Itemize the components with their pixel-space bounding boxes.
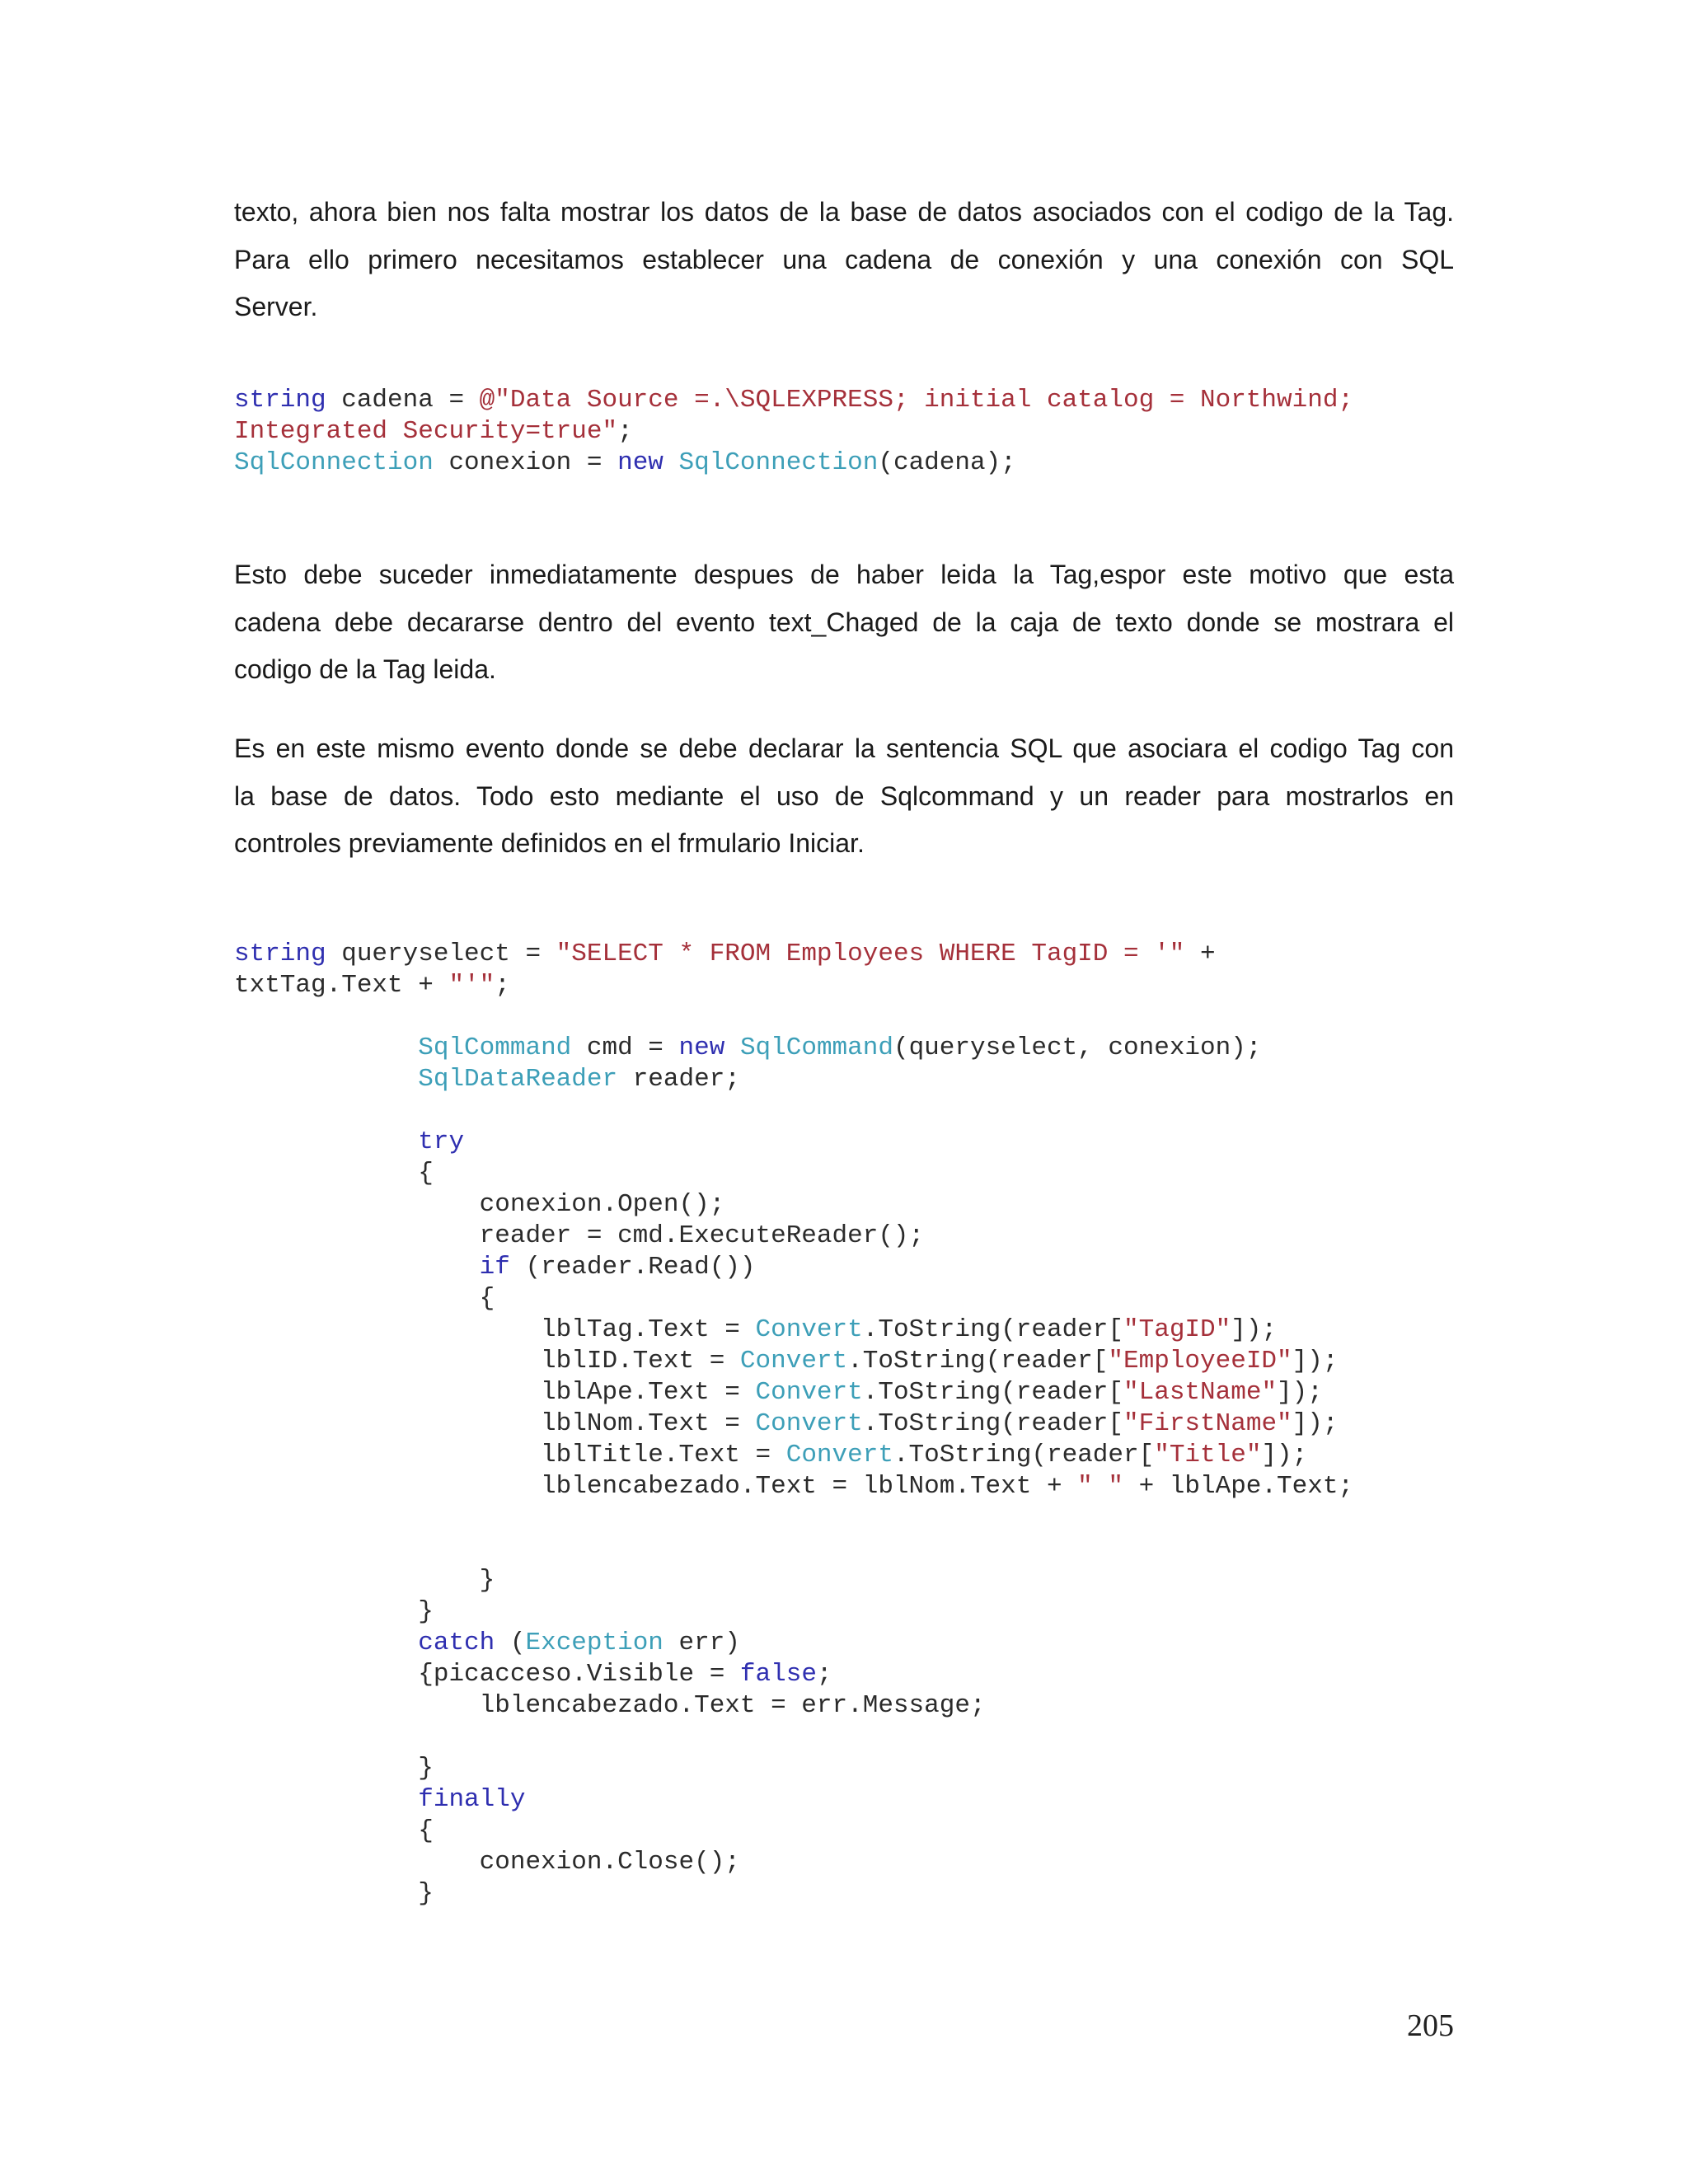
code-line: [234, 1221, 1353, 1252]
code-token: {: [234, 1159, 434, 1188]
code-token: lblID.Text =: [234, 1347, 740, 1376]
code-token: (: [495, 1629, 526, 1657]
code-line: [234, 1502, 1353, 1534]
code-line: [234, 1001, 1353, 1033]
paragraph-line: texto, ahora bien nos falta mostrar los datos de la base de datos asociados con el codigo de la Tag.: [234, 197, 1454, 227]
code-token: {picacceso.Visible =: [234, 1660, 740, 1689]
code-token: ]);: [1277, 1378, 1323, 1407]
code-line: [234, 1659, 1353, 1690]
code-token: " ": [1077, 1472, 1123, 1501]
code-token: }: [234, 1597, 434, 1626]
code-token: "FirstName": [1123, 1409, 1292, 1438]
code-token: new: [678, 1033, 725, 1062]
code-line: [234, 1471, 1353, 1502]
code-token: }: [234, 1566, 495, 1595]
code-token: conexion.Close();: [234, 1848, 740, 1877]
code-line: [234, 1816, 1353, 1847]
paragraph-line: controles previamente definidos en el frmulario Iniciar.: [234, 828, 865, 858]
code-token: (cadena);: [878, 448, 1016, 477]
code-token: [663, 448, 679, 477]
paragraph-2: [234, 551, 1454, 694]
paragraph-line: Es en este mismo evento donde se debe declarar la sentencia SQL que asociara el codigo Tag con: [234, 733, 1454, 763]
code-token: "TagID": [1123, 1315, 1231, 1344]
code-line: [234, 1283, 1353, 1315]
code-token: cadena =: [326, 386, 480, 415]
code-token: ;: [495, 971, 510, 1000]
code-token: }: [234, 1754, 434, 1783]
code-line: [234, 385, 1353, 416]
code-line: [234, 1377, 1353, 1408]
code-token: Exception: [525, 1629, 663, 1657]
code-token: .ToString(reader[: [847, 1347, 1109, 1376]
code-token: ]);: [1261, 1441, 1308, 1469]
code-token: ;: [816, 1660, 832, 1689]
code-token: "LastName": [1123, 1378, 1278, 1407]
code-token: + lblApe.Text;: [1123, 1472, 1354, 1501]
code-token: .ToString(reader[: [893, 1441, 1155, 1469]
code-token: err): [663, 1629, 740, 1657]
paragraph-line: codigo de la Tag leida.: [234, 654, 496, 684]
code-token: Convert: [755, 1409, 863, 1438]
code-token: }: [234, 1879, 434, 1908]
code-line: [234, 1189, 1353, 1221]
code-token: {: [234, 1284, 495, 1313]
code-token: catch: [418, 1629, 495, 1657]
code-token: lblNom.Text =: [234, 1409, 756, 1438]
code-token: [234, 1127, 418, 1156]
code-token: SqlDataReader: [418, 1065, 618, 1094]
code-line: [234, 1440, 1353, 1471]
paragraph-line: Server.: [234, 292, 318, 321]
page-number: 205: [1407, 2008, 1454, 2043]
code-line: [234, 1784, 1353, 1816]
code-line: [234, 1534, 1353, 1565]
code-token: ]);: [1292, 1409, 1339, 1438]
paragraph-line: Para ello primero necesitamos establecer una cadena de conexión y una conexión con SQL: [234, 244, 1454, 274]
code-line: [234, 970, 1353, 1001]
code-line: [234, 1690, 1353, 1722]
code-token: {: [234, 1816, 434, 1845]
code-token: [234, 1253, 480, 1282]
code-token: [234, 1033, 418, 1062]
code-token: [234, 1065, 418, 1094]
code-line: [234, 1095, 1353, 1127]
paragraph-line: Esto debe suceder inmediatamente despues de haber leida la Tag,espor este motivo que esta: [234, 560, 1454, 589]
code-line: [234, 1408, 1353, 1440]
code-token: ;: [617, 417, 633, 446]
paragraph-line: cadena debe decararse dentro del evento text_Chaged de la caja de texto donde se mostrara el: [234, 607, 1454, 637]
code-line: [234, 1064, 1353, 1095]
code-token: .ToString(reader[: [862, 1409, 1124, 1438]
code-token: reader;: [617, 1065, 740, 1094]
code-token: string: [234, 940, 326, 968]
code-line: [234, 1596, 1353, 1628]
code-token: (reader.Read()): [509, 1253, 756, 1282]
code-token: Integrated Security=true": [234, 417, 618, 446]
code-token: .ToString(reader[: [862, 1378, 1124, 1407]
code-token: ]);: [1231, 1315, 1278, 1344]
code-block-query: [234, 939, 1353, 1910]
code-token: [234, 1785, 418, 1814]
code-line: [234, 1722, 1353, 1753]
code-token: (queryselect, conexion);: [893, 1033, 1262, 1062]
code-token: lblTag.Text =: [234, 1315, 756, 1344]
code-token: [234, 1629, 418, 1657]
code-line: [234, 1753, 1353, 1784]
code-token: false: [739, 1660, 817, 1689]
paragraph-1: [234, 189, 1454, 331]
code-line: [234, 1878, 1353, 1910]
code-line: [234, 1346, 1353, 1377]
code-token: Convert: [755, 1378, 863, 1407]
code-token: "EmployeeID": [1108, 1347, 1292, 1376]
code-line: [234, 939, 1353, 970]
code-token: lblencabezado.Text = err.Message;: [234, 1691, 986, 1720]
code-token: lblTitle.Text =: [234, 1441, 786, 1469]
code-token: lblencabezado.Text = lblNom.Text +: [234, 1472, 1078, 1501]
code-token: string: [234, 386, 326, 415]
code-token: ]);: [1292, 1347, 1339, 1376]
code-line: [234, 1315, 1353, 1346]
code-token: conexion =: [433, 448, 618, 477]
code-token: [724, 1033, 740, 1062]
code-token: Convert: [755, 1315, 863, 1344]
code-block-connection: [234, 385, 1353, 479]
code-token: SqlCommand: [418, 1033, 572, 1062]
code-token: new: [617, 448, 663, 477]
code-token: Convert: [785, 1441, 893, 1469]
code-line: [234, 1033, 1353, 1064]
code-token: conexion.Open();: [234, 1190, 725, 1219]
code-token: SqlConnection: [678, 448, 879, 477]
code-token: "Title": [1154, 1441, 1262, 1469]
code-line: [234, 448, 1353, 479]
code-token: +: [1184, 940, 1216, 968]
code-token: txtTag.Text +: [234, 971, 449, 1000]
code-line: [234, 1158, 1353, 1189]
code-line: [234, 1252, 1353, 1283]
code-token: try: [418, 1127, 465, 1156]
code-line: [234, 416, 1353, 448]
code-token: Convert: [739, 1347, 848, 1376]
paragraph-3: [234, 725, 1454, 868]
code-token: queryselect =: [326, 940, 556, 968]
code-line: [234, 1127, 1353, 1158]
code-token: if: [479, 1253, 510, 1282]
code-token: "SELECT * FROM Employees WHERE TagID = '": [556, 940, 1185, 968]
code-token: SqlCommand: [739, 1033, 893, 1062]
code-line: [234, 1628, 1353, 1659]
code-token: SqlConnection: [234, 448, 434, 477]
code-token: .ToString(reader[: [862, 1315, 1124, 1344]
code-token: reader = cmd.ExecuteReader();: [234, 1221, 925, 1250]
code-token: lblApe.Text =: [234, 1378, 756, 1407]
code-line: [234, 1565, 1353, 1596]
code-token: @"Data Source =.\SQLEXPRESS; initial catalog = Northwind;: [479, 386, 1354, 415]
code-line: [234, 1847, 1353, 1878]
code-token: cmd =: [571, 1033, 679, 1062]
code-token: "'": [448, 971, 495, 1000]
code-token: finally: [418, 1785, 526, 1814]
paragraph-line: la base de datos. Todo esto mediante el uso de Sqlcommand y un reader para mostrarlos en: [234, 780, 1454, 811]
